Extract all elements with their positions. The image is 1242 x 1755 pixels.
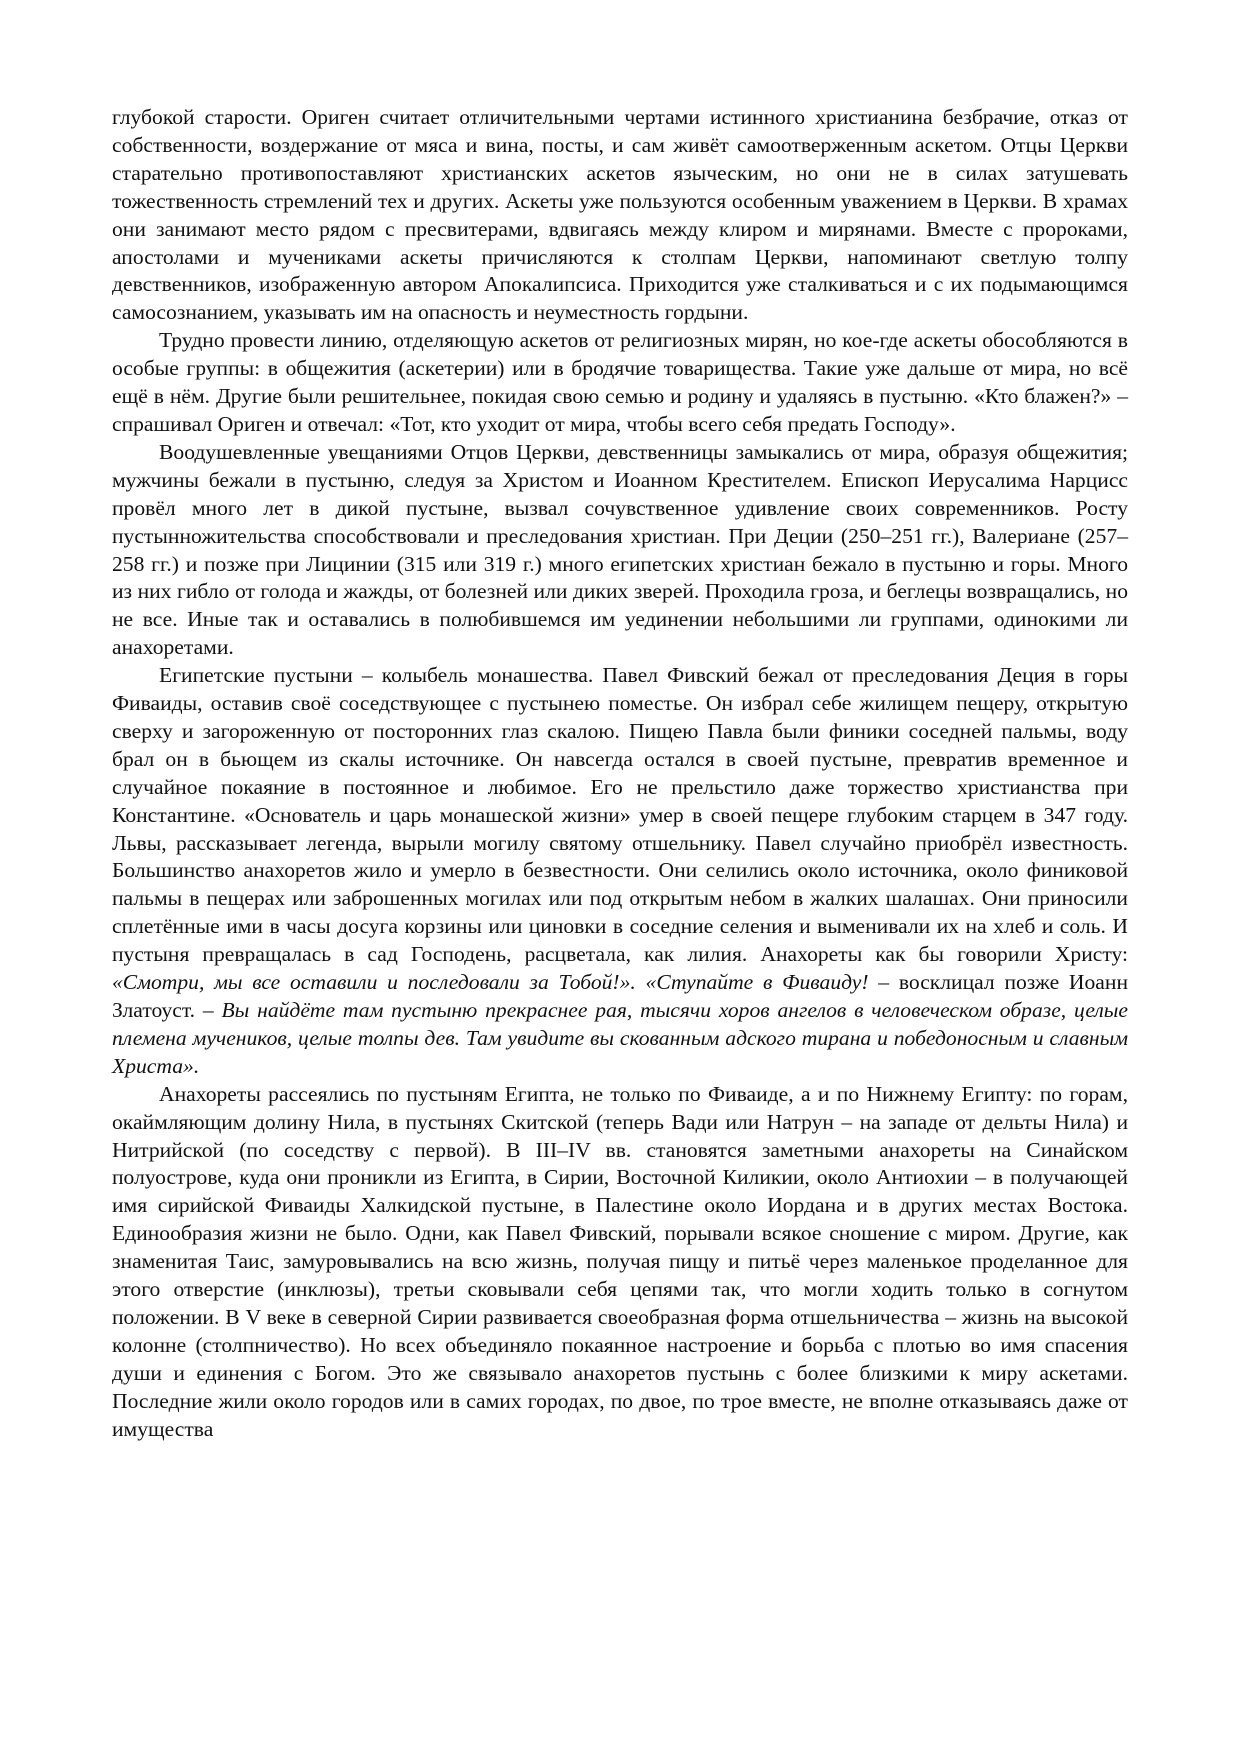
paragraph-5 bbox=[112, 1081, 1128, 1444]
paragraph-4-quote-1: «Смотри, мы все оставили и последовали за Тобой!». «Ступайте в Фиваиду! bbox=[112, 970, 869, 995]
paragraph-3-text: Воодушевленные увещаниями Отцов Церкви, девственницы замыкались от мира, образуя общежития; мужчины бежали в пустыню, следуя за Христом и Иоанном Крестителем. Епископ Иерусалима Нарцисс провёл много лет в дикой пустыне, вызвал сочувственное удивление своих современников. Росту пустынножительства способствовали и преследования христиан. При Деции (250–251 гг.), Валериане (257–258 гг.) и позже при Лицинии (315 или 319 г.) много египетских христиан бежало в пустыню и горы. Много из них гибло от голода и жажды, от болезней или диких зверей. Проходила гроза, и беглецы возвращались, но не все. Иные так и оставались в полюбившемся им уединении небольшими ли группами, одинокими ли анахоретами. bbox=[112, 439, 1128, 660]
paragraph-1-text: глубокой старости. Ориген считает отличительными чертами истинного христианина безбрачие, отказ от собственности, воздержание от мяса и вина, посты, и сам живёт самоотверженным аскетом. Отцы Церкви старательно противопоставляют христианских аскетов языческим, но они не в силах затушевать тожественность стремлений тех и других. Аскеты уже пользуются особенным уважением в Церкви. В храмах они занимают место рядом с пресвитерами, вдвигаясь между клиром и мирянами. Вместе с пророками, апостолами и мучениками аскеты причисляются к столпам Церкви, напоминают светлую толпу девственников, изображенную автором Апокалипсиса. Приходится уже сталкиваться и с их подымающимся самосознанием, указывать им на опасность и неуместность гордыни. bbox=[112, 105, 1128, 325]
paragraph-2 bbox=[112, 327, 1128, 439]
paragraph-4 bbox=[112, 662, 1128, 1081]
document-page bbox=[112, 104, 1128, 1444]
paragraph-2-text: Трудно провести линию, отделяющую аскетов от религиозных мирян, но кое-где аскеты обособляются в особые группы: в общежития (аскетерии) или в бродячие товарищества. Такие уже дальше от мира, но всё ещё в нём. Другие были решительнее, покидая свою семью и родину и удаляясь в пустыню. «Кто блажен?» – спрашивал Ориген и отвечал: «Тот, кто уходит от мира, чтобы всего себя предать Господу». bbox=[112, 328, 1128, 436]
paragraph-5-text: Анахореты рассеялись по пустыням Египта, не только по Фиваиде, а и по Нижнему Египту: по горам, окаймляющим долину Нила, в пустынях Скитской (теперь Вади или Натрун – на западе от дельты Нила) и Нитрийской (по соседству с первой). В III–IV вв. становятся заметными анахореты на Синайском полуострове, куда они проникли из Египта, в Сирии, Восточной Киликии, около Антиохии – в получающей имя сирийской Фиваиды Халкидской пустыне, в Палестине около Иордана и в других местах Востока. Единообразия жизни не было. Одни, как Павел Фивский, порывали всякое сношение с миром. Другие, как знаменитая Таис, замуровывались на всю жизнь, получая пищу и питьё через маленькое проделанное для этого отверстие (инклюзы), третьи сковывали себя цепями так, что могли ходить только в согнутом положении. В V веке в северной Сирии развивается своеобразная форма отшельничества – жизнь на высокой колонне (столпничество). Но всех объединяло покаянное настроение и борьба с плотью во имя спасения души и единения с Богом. Это же связывало анахоретов пустынь с более близкими к миру аскетами. Последние жили около городов или в самих городах, по двое, по трое вместе, не вполне отказываясь даже от имущества bbox=[112, 1081, 1128, 1441]
paragraph-4-quote-2: Вы найдёте там пустыню прекраснее рая, тысячи хоров ангелов в человеческом образе, целые племена мучеников, целые толпы дев. Там увидите вы скованным адского тирана и победоносным и славным Христа». bbox=[112, 998, 1129, 1078]
paragraph-4-attribution: – восклицал позже Иоанн Златоуст. – bbox=[112, 970, 1128, 1022]
paragraph-1 bbox=[112, 104, 1128, 327]
paragraph-3 bbox=[112, 439, 1128, 662]
paragraph-4-text: Египетские пустыни – колыбель монашества. Павел Фивский бежал от преследования Деция в горы Фиваиды, оставив своё соседствующее с пустынею поместье. Он избрал себе жилищем пещеру, открытую сверху и загороженную от посторонних глаз скалою. Пищею Павла были финики соседней пальмы, воду брал он в бьющем из скалы источнике. Он навсегда остался в своей пустыне, превратив временное и случайное покаяние в постоянное и любимое. Его не прельстило даже торжество христианства при Константине. «Основатель и царь монашеской жизни» умер в своей пещере глубоким старцем в 347 году. Львы, рассказывает легенда, вырыли могилу святому отшельнику. Павел случайно приобрёл известность. Большинство анахоретов жило и умерло в безвестности. Они селились около источника, около финиковой пальмы в пещерах или заброшенных могилах или под открытым небом в жалких шалашах. Они приносили сплетённые ими в часы досуга корзины или циновки в соседние селения и выменивали их на хлеб и соль. И пустыня превращалась в сад Господень, расцветала, как лилия. Анахореты как бы говорили Христу: bbox=[112, 663, 1128, 967]
